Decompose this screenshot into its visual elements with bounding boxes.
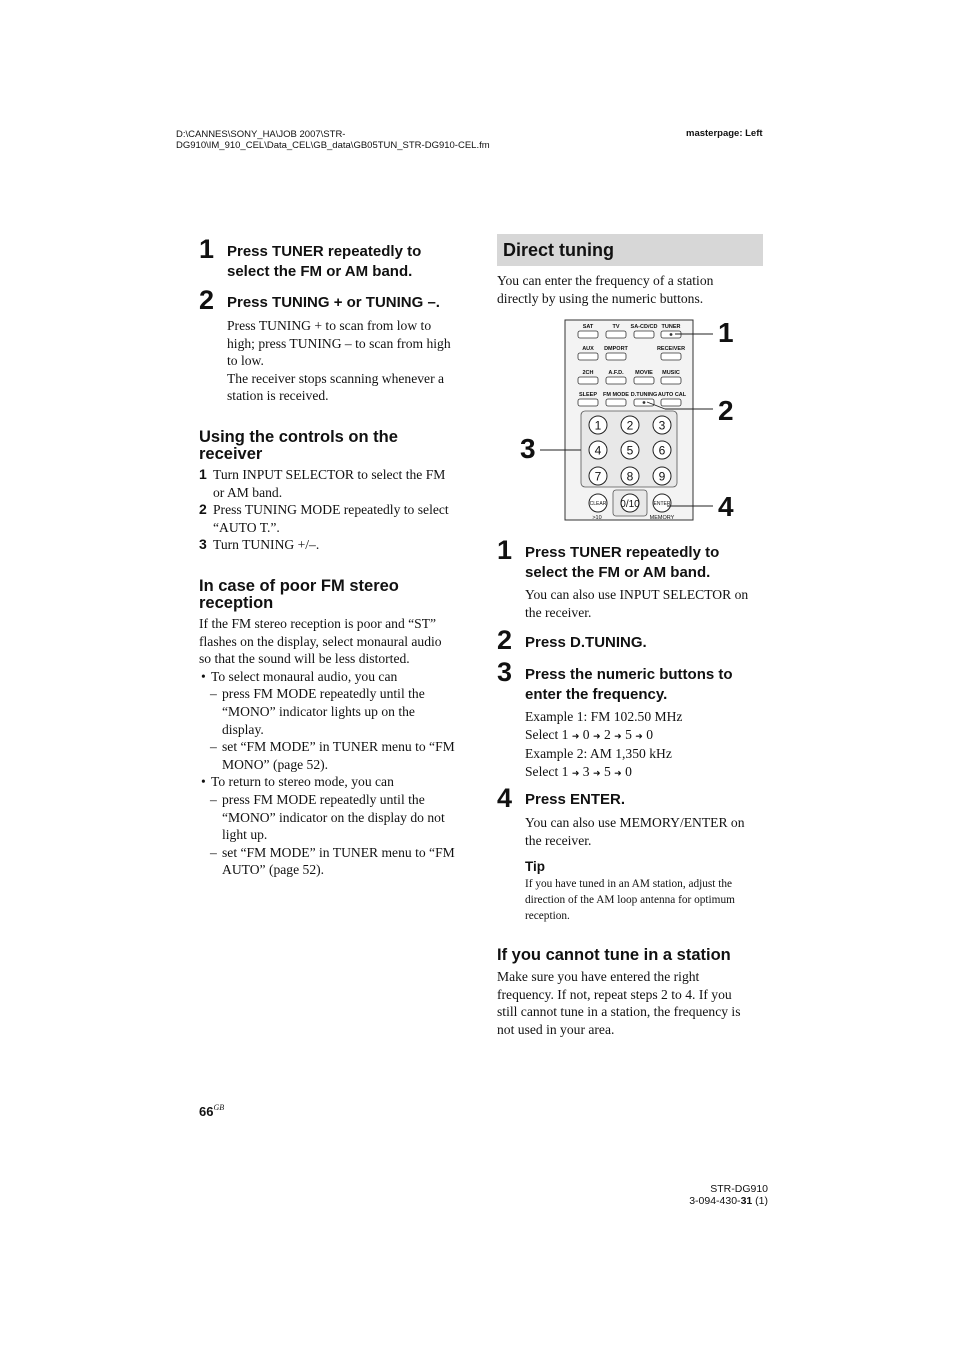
- controls-heading-line2: receiver: [199, 445, 263, 463]
- dash-text: press FM MODE repeatedly until the: [222, 791, 425, 807]
- body-line: Make sure you have entered the right: [497, 969, 700, 984]
- code-suffix: (1): [752, 1195, 768, 1207]
- body-line: high; press TUNING – to scan from high: [227, 335, 451, 351]
- left-step2-number: 2: [199, 285, 215, 315]
- right-step3-title-line1: Press the numeric buttons to: [525, 666, 733, 683]
- movie-button[interactable]: [634, 377, 654, 384]
- list-item: [199, 466, 469, 484]
- dash-glyph: –: [210, 791, 217, 807]
- left-step2-title: Press TUNING + or TUNING –.: [227, 294, 440, 311]
- poor-reception-body: [199, 615, 474, 879]
- dash-text: set “FM MODE” in TUNER menu to “FM: [222, 844, 455, 860]
- right-step1-number: 1: [497, 535, 513, 565]
- bullet-glyph: •: [201, 668, 206, 684]
- controls-heading: [199, 429, 398, 463]
- label-tv: TV: [612, 324, 620, 330]
- label-aux: AUX: [582, 346, 594, 352]
- page-number-value: 66: [199, 1104, 214, 1119]
- list-number: 3: [199, 536, 207, 553]
- enter-label: ENTER: [653, 501, 671, 507]
- poor-heading-line1: In case of poor FM stereo: [199, 577, 399, 595]
- body-line: flashes on the display, select monaural audio: [199, 633, 442, 649]
- bullet-text: To select monaural audio, you can: [211, 668, 398, 684]
- list-text: Press TUNING MODE repeatedly to select: [213, 502, 449, 518]
- file-path: [176, 129, 490, 151]
- callout-2: 2: [718, 395, 734, 426]
- section-title: Direct tuning: [503, 240, 614, 260]
- example1-select: [525, 726, 682, 746]
- autocal-button[interactable]: [661, 399, 681, 406]
- document-code: [640, 1195, 768, 1208]
- bullet-item: [199, 668, 474, 686]
- arrow-right-icon: ➜: [571, 767, 580, 778]
- dash-text: MONO” (page 52).: [222, 756, 329, 772]
- seq-digit: 3: [582, 763, 590, 779]
- fm-mode-button[interactable]: [606, 399, 626, 406]
- zero-ten-label: 0/10: [620, 499, 640, 510]
- page-number: [199, 1103, 224, 1121]
- select-word: Select: [525, 763, 559, 779]
- label-fm-mode: FM MODE: [603, 392, 629, 398]
- body-line: so that the sound will be less distorted.: [199, 651, 410, 667]
- aux-button[interactable]: [578, 353, 598, 360]
- seq-digit: 0: [582, 726, 590, 742]
- label-tuner: TUNER: [661, 324, 681, 330]
- tv-button[interactable]: [606, 331, 626, 338]
- model-number: STR-DG910: [710, 1183, 768, 1195]
- dash-text: set “FM MODE” in TUNER menu to “FM: [222, 739, 455, 755]
- cannot-tune-body: [497, 968, 741, 1038]
- label-sat: SAT: [582, 324, 594, 330]
- music-button[interactable]: [661, 377, 681, 384]
- list-text: Turn INPUT SELECTOR to select the FM: [213, 467, 446, 482]
- dash-text: light up.: [222, 827, 268, 843]
- seq-digit: 1: [561, 726, 569, 742]
- label-sacd: SA-CD/CD: [630, 324, 658, 330]
- dash-text: press FM MODE repeatedly until the: [222, 686, 425, 702]
- cannot-tune-heading: If you cannot tune in a station: [497, 946, 731, 964]
- tip-line: If you have tuned in an AM station, adjust the: [525, 878, 733, 890]
- key-2-label: 2: [626, 418, 634, 433]
- body-line: not used in your area.: [497, 1021, 615, 1037]
- example1-text: Example 1: FM 102.50 MHz: [525, 709, 683, 724]
- list-number: 1: [199, 466, 207, 482]
- poor-heading-line2: reception: [199, 594, 274, 612]
- body-line: to low.: [227, 353, 264, 369]
- sleep-button[interactable]: [578, 399, 598, 406]
- controls-heading-line1: Using the controls on the: [199, 428, 398, 446]
- right-step4-number: 4: [497, 783, 513, 813]
- right-step1-title: [525, 543, 719, 582]
- gt10-label: >10: [592, 515, 602, 521]
- list-number: 2: [199, 501, 207, 518]
- right-step3-title: [525, 665, 733, 704]
- right-step3-number: 3: [497, 657, 513, 687]
- list-item: [199, 536, 469, 554]
- label-autocal: AUTO CAL: [657, 392, 687, 398]
- key-8-label: 8: [626, 469, 634, 484]
- example2-text: Example 2: AM 1,350 kHz: [525, 746, 672, 762]
- callout-3: 3: [520, 433, 536, 464]
- body-line: The receiver stops scanning whenever a: [227, 370, 445, 386]
- list-text: “AUTO T.”.: [213, 519, 280, 535]
- arrow-right-icon: ➜: [635, 730, 643, 741]
- dash-item: [199, 685, 474, 738]
- dash-text: AUTO” (page 52).: [222, 862, 325, 878]
- seq-digit: 5: [625, 726, 632, 742]
- arrow-right-icon: ➜: [592, 767, 601, 778]
- example2-select: [525, 763, 682, 783]
- body-line: directly by using the numeric buttons.: [497, 290, 704, 306]
- body-line: You can enter the frequency of a station: [497, 273, 714, 288]
- right-step2-number: 2: [497, 625, 513, 655]
- 2ch-button[interactable]: [578, 377, 598, 384]
- label-receiver: RECEIVER: [656, 346, 686, 352]
- body-line: If the FM stereo reception is poor and “ST”: [199, 616, 437, 631]
- callout-4: 4: [718, 491, 734, 522]
- code-bold: 31: [740, 1195, 753, 1207]
- dash-item: [199, 844, 474, 879]
- sat-button[interactable]: [578, 331, 598, 338]
- key-9-label: 9: [658, 469, 666, 484]
- seq-digit: 0: [625, 763, 632, 779]
- label-2ch: 2CH: [582, 370, 594, 376]
- dash-glyph: –: [210, 686, 217, 702]
- body-line: still cannot tune in a station, the frequency is: [497, 1004, 741, 1020]
- tip-heading: Tip: [525, 859, 545, 874]
- dash-item: [199, 738, 474, 773]
- tuner-dot-icon: [670, 333, 673, 336]
- body-line: You can also use INPUT SELECTOR on: [525, 587, 749, 602]
- left-step1-title: [227, 242, 421, 281]
- label-afd: A.F.D.: [608, 370, 624, 376]
- right-step1-title-line2: select the FM or AM band.: [525, 563, 711, 581]
- key-6-label: 6: [658, 443, 666, 458]
- code-prefix: 3-094-430-: [689, 1195, 741, 1207]
- dtuning-dot-icon: [643, 401, 646, 404]
- dash-text: “MONO” indicator on the display do not: [222, 809, 445, 825]
- arrow-right-icon: ➜: [592, 730, 601, 741]
- body-line: the receiver.: [525, 604, 592, 620]
- seq-digit: 0: [646, 726, 654, 742]
- body-line: frequency. If not, repeat steps 2 to 4. If you: [497, 986, 732, 1002]
- masterpage-label: masterpage: Left: [686, 128, 763, 139]
- dmport-button[interactable]: [606, 353, 626, 360]
- key-4-label: 4: [594, 443, 602, 458]
- dash-glyph: –: [210, 844, 217, 860]
- right-step4-title: Press ENTER.: [525, 791, 626, 808]
- poor-reception-heading: [199, 578, 399, 612]
- list-text: Turn TUNING +/–.: [213, 537, 320, 553]
- key-1-label: 1: [594, 418, 602, 433]
- list-text: or AM band.: [213, 484, 283, 500]
- label-sleep: SLEEP: [578, 392, 598, 398]
- bullet-text: To return to stereo mode, you can: [211, 774, 394, 790]
- key-3-label: 3: [658, 418, 666, 433]
- dash-glyph: –: [210, 739, 217, 755]
- section-title-bar: [497, 234, 763, 266]
- seq-digit: 1: [561, 763, 569, 779]
- dash-text: “MONO” indicator lights up on the: [222, 703, 415, 719]
- right-step4-body: [525, 814, 745, 849]
- controls-list: [199, 466, 469, 554]
- bullet-item: [199, 773, 474, 791]
- body-line: the receiver.: [525, 832, 592, 848]
- dash-item: [199, 791, 474, 844]
- body-line: Press TUNING + to scan from low to: [227, 318, 432, 333]
- right-step3-title-line2: enter the frequency.: [525, 685, 668, 703]
- right-step1-body: [525, 586, 748, 621]
- remote-svg: [515, 318, 735, 523]
- body-line: You can also use MEMORY/ENTER on: [525, 815, 745, 830]
- remote-illustration: [515, 318, 735, 523]
- arrow-right-icon: ➜: [614, 767, 622, 778]
- memory-label: MEMORY: [649, 515, 675, 521]
- right-step2-title: Press D.TUNING.: [525, 634, 647, 651]
- file-path-line1: D:\CANNES\SONY_HA\JOB 2007\STR-: [176, 129, 346, 140]
- seq-digit: 5: [603, 763, 611, 779]
- label-movie: MOVIE: [635, 370, 653, 376]
- left-step1-number: 1: [199, 234, 215, 264]
- callout-1: 1: [718, 317, 734, 348]
- body-line: station is received.: [227, 388, 329, 404]
- key-5-label: 5: [626, 443, 634, 458]
- left-step1-title-line1: Press TUNER repeatedly to: [227, 243, 422, 260]
- left-step2-body: [227, 317, 451, 405]
- right-step3-body: [525, 708, 682, 782]
- key-7-label: 7: [594, 469, 602, 484]
- arrow-right-icon: ➜: [571, 730, 580, 741]
- afd-button[interactable]: [606, 377, 626, 384]
- left-step1-title-line2: select the FM or AM band.: [227, 262, 413, 280]
- select-word: Select: [525, 726, 559, 742]
- page-number-suffix: GB: [213, 1103, 225, 1112]
- tip-line: direction of the AM loop antenna for optimum: [525, 894, 735, 906]
- label-music: MUSIC: [662, 370, 680, 376]
- dash-text: display.: [222, 721, 264, 737]
- direct-tuning-intro: [497, 272, 713, 307]
- tip-body: [525, 876, 735, 924]
- label-dmport: DMPORT: [604, 346, 628, 352]
- receiver-button[interactable]: [661, 353, 681, 360]
- sacd-button[interactable]: [634, 331, 654, 338]
- right-step1-title-line1: Press TUNER repeatedly to: [525, 544, 720, 561]
- tip-line: reception.: [525, 910, 570, 922]
- arrow-right-icon: ➜: [614, 730, 622, 741]
- clear-label: CLEAR: [589, 501, 607, 507]
- label-dtuning: D.TUNING: [630, 392, 658, 398]
- seq-digit: 2: [603, 726, 611, 742]
- bullet-glyph: •: [201, 774, 206, 790]
- file-path-line2: DG910\IM_910_CEL\Data_CEL\GB_data\GB05TUN_STR-DG910-CEL.fm: [176, 140, 490, 151]
- list-item: [199, 501, 469, 519]
